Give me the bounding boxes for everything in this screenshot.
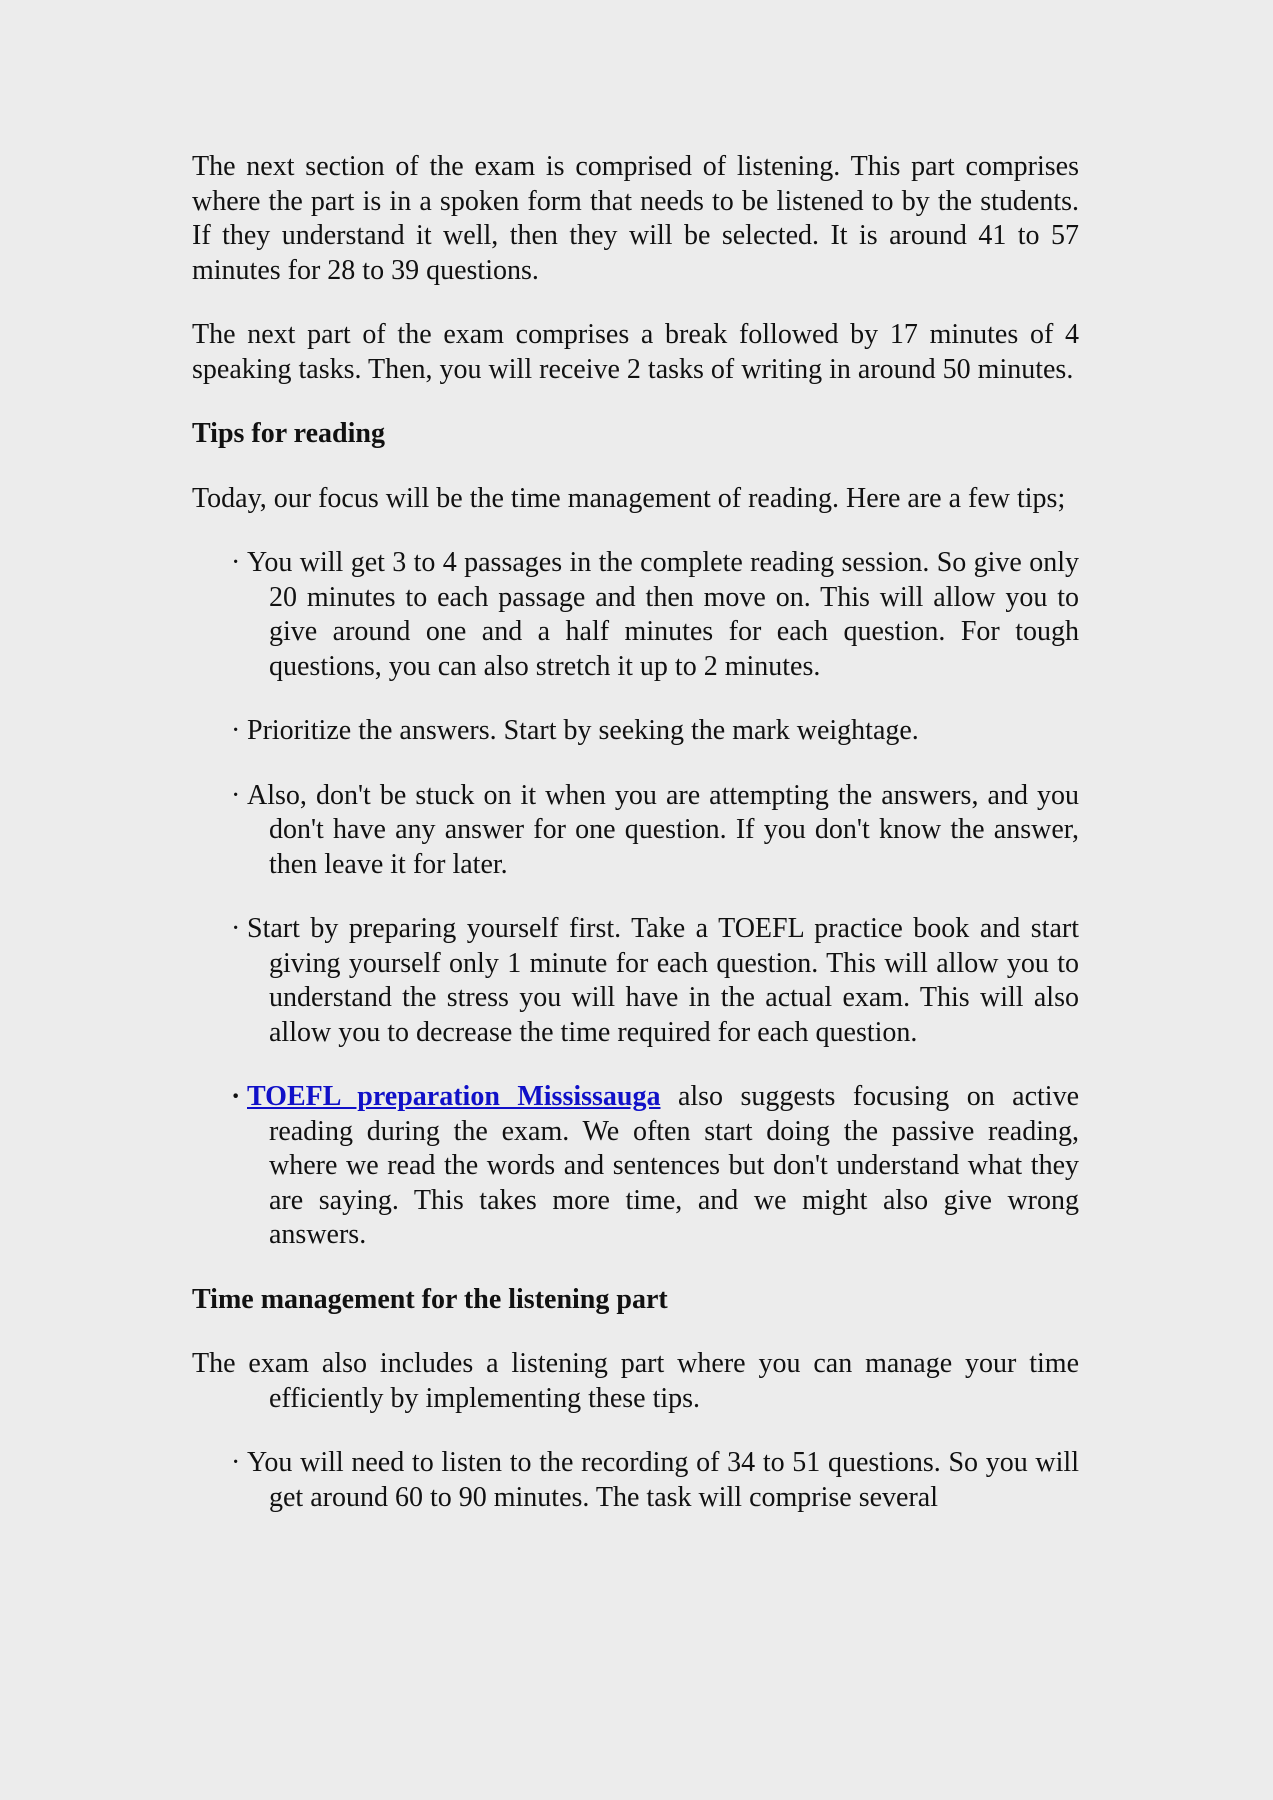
- reading-tip-text: You will get 3 to 4 passages in the complete reading session. So give only 20 minutes to each passage and then move on. This will allow you to give around one and a half minutes for each question. For tough questions, you can also stretch it up to 2 minutes.: [247, 547, 1079, 682]
- toefl-preparation-link[interactable]: TOEFL preparation Mississauga: [247, 1081, 661, 1112]
- bullet-dot: ·: [231, 1447, 241, 1478]
- reading-tip-4: [231, 912, 1079, 1050]
- bullet-dot: ·: [231, 715, 241, 746]
- bullet-dot: ·: [231, 913, 241, 944]
- reading-tip-3: [231, 779, 1079, 883]
- bullet-dot: ·: [231, 1081, 241, 1112]
- reading-tip-1: [231, 546, 1079, 684]
- reading-tip-text: Start by preparing yourself first. Take a TOEFL practice book and start giving yourself only 1 minute for each question. This will allow you to understand the stress you will have in the actual exam. This will also allow you to decrease the time required for each question.: [247, 913, 1079, 1048]
- document-page: [192, 150, 1079, 1545]
- bullet-dot: ·: [231, 779, 241, 811]
- listening-tip-1: [231, 1446, 1079, 1515]
- reading-tip-2: [231, 714, 1079, 749]
- paragraph-break-speaking-writing: The next part of the exam comprises a break followed by 17 minutes of 4 speaking tasks. Then, you will receive 2 tasks of writing in around 50 minutes.: [192, 319, 1079, 385]
- reading-tip-5: [231, 1080, 1079, 1253]
- paragraph-listening-section: The next section of the exam is comprised of listening. This part comprises where the part is in a spoken form that needs to be listened to by the students. If they understand it well, then they will be selected. It is around 41 to 57 minutes for 28 to 39 questions.: [192, 151, 1079, 286]
- bullet-dot: ·: [231, 547, 241, 578]
- reading-tip-text: Also, don't be stuck on it when you are attempting the answers, and you don't have any answer for one question. If you don't know the answer, then leave it for later.: [247, 779, 1079, 880]
- listening-tip-text: You will need to listen to the recording of 34 to 51 questions. So you will get around 60 to 90 minutes. The task will comprise several: [247, 1447, 1079, 1513]
- heading-tips-for-reading: Tips for reading: [192, 418, 385, 449]
- heading-listening-time-management: Time management for the listening part: [192, 1283, 668, 1315]
- reading-tip-text: also suggests focusing on active reading during the exam. We often start doing the passive reading, where we read the words and sentences but don't understand what they are saying. This takes more time, and we might also give wrong answers.: [269, 1081, 1079, 1250]
- reading-intro: Today, our focus will be the time management of reading. Here are a few tips;: [192, 482, 1066, 514]
- listening-intro: The exam also includes a listening part where you can manage your time efficiently by implementing these tips.: [192, 1348, 1079, 1414]
- reading-tip-text: Prioritize the answers. Start by seeking the mark weightage.: [247, 715, 919, 746]
